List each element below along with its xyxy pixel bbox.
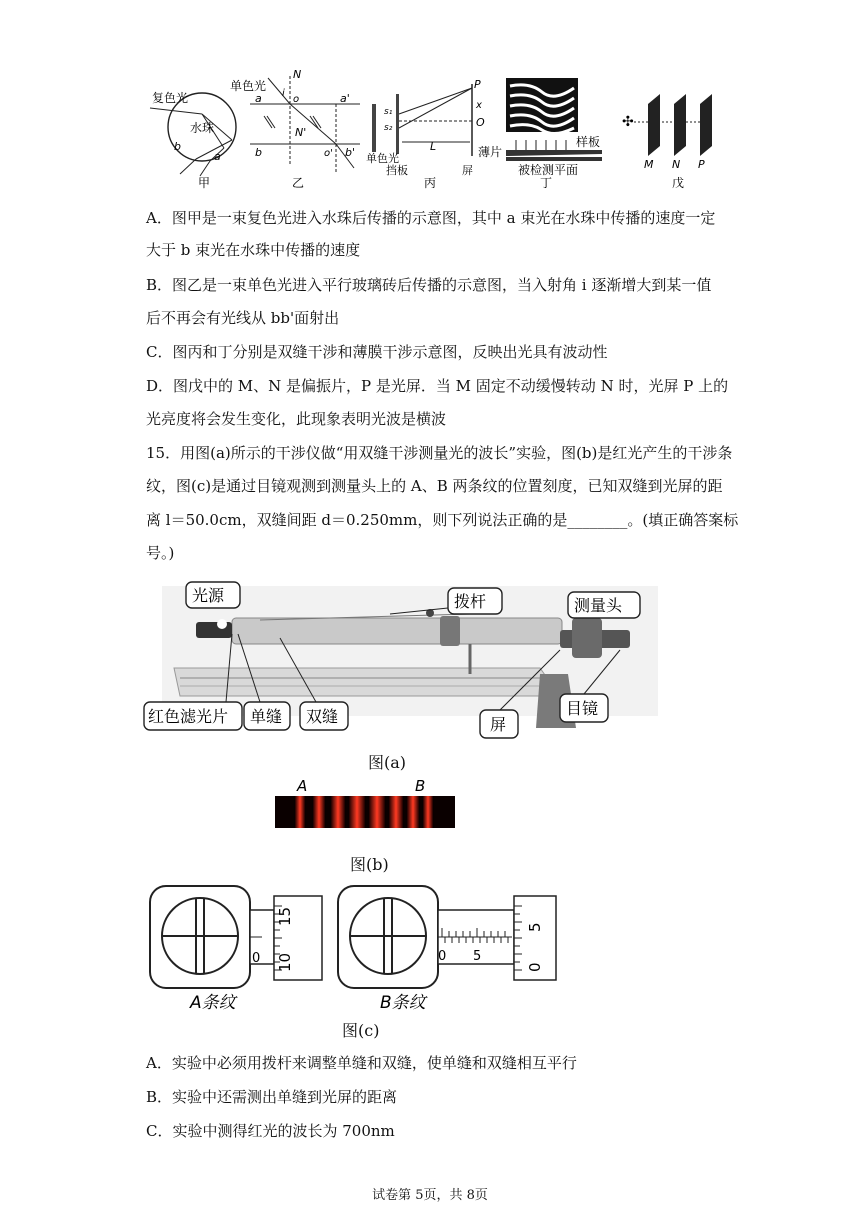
fig-c-left-tick-15: 15 bbox=[276, 906, 294, 926]
fig-c-left bbox=[150, 886, 322, 988]
q15-stem-line3: 离 l＝50.0cm，双缝间距 d＝0.250mm，则下列说法正确的是________。(填正确答案标 bbox=[146, 511, 739, 529]
figure-c-readings bbox=[144, 882, 574, 1018]
ding-text-1: 样板 bbox=[576, 135, 601, 149]
jia-text-0: 复色光 bbox=[152, 91, 189, 105]
fig-c-right-tick-5: 5 bbox=[526, 922, 544, 932]
bing-text-1: s₁ bbox=[384, 107, 393, 117]
bing-text-0: P bbox=[474, 78, 481, 91]
fig-c-right-tick-0: 0 bbox=[526, 962, 544, 972]
fig-c-left-zero: 0 bbox=[252, 951, 261, 966]
jia-label: 甲 bbox=[198, 176, 211, 190]
q15-stem-line4: 号。) bbox=[146, 544, 175, 562]
q15-option-c: C．实验中测得红光的波长为 700nm bbox=[146, 1122, 395, 1140]
q15-stem-line2: 纹，图(c)是通过目镜观测到测量头上的 A、B 两条纹的位置刻度，已知双缝到光屏的距 bbox=[146, 477, 723, 495]
ding-text-0: 薄片 bbox=[478, 145, 503, 159]
page-footer: 试卷第 5页，共 8页 bbox=[372, 1188, 488, 1203]
fig-c-left-label: A条纹 bbox=[190, 993, 236, 1013]
bing-label: 丙 bbox=[424, 176, 437, 190]
panel-yi bbox=[230, 68, 360, 190]
fig-a-caption: 图(a) bbox=[368, 753, 407, 772]
fig-c-caption: 图(c) bbox=[342, 1021, 380, 1040]
fig-a-eyepiece: 目镜 bbox=[566, 699, 599, 718]
fig-a-source: 光源 bbox=[192, 586, 225, 605]
fig-c-right-main-0: 0 bbox=[438, 949, 447, 964]
figure-b-fringes bbox=[275, 776, 455, 836]
fig-a-screen: 屏 bbox=[490, 715, 507, 734]
q14-option-d-line2: 光亮度将会发生变化，此现象表明光波是横波 bbox=[146, 410, 447, 428]
yi-text-3: a' bbox=[340, 92, 350, 105]
figure-a-apparatus bbox=[140, 578, 680, 748]
panel-bing bbox=[366, 78, 485, 190]
jia-text-1: 水珠 bbox=[190, 121, 215, 135]
fig-b-caption: 图(b) bbox=[350, 855, 389, 874]
bing-text-5: 单色光 bbox=[366, 152, 399, 165]
optics-diagrams-figure bbox=[140, 64, 720, 192]
fig-a-double: 双缝 bbox=[306, 707, 339, 726]
fig-b-label-a: A bbox=[297, 777, 308, 795]
fig-b-label-b: B bbox=[415, 777, 426, 795]
yi-text-1: N bbox=[293, 68, 302, 81]
wu-text-1: N bbox=[672, 158, 681, 171]
q15-option-a: A．实验中必须用拨杆来调整单缝和双缝，使单缝和双缝相互平行 bbox=[146, 1054, 577, 1072]
wu-text-2: P bbox=[698, 158, 705, 171]
bing-text-7: 挡板 bbox=[386, 164, 408, 177]
wu-label: 戊 bbox=[672, 176, 685, 190]
q14-option-a-line1: A．图甲是一束复色光进入水珠后传播的示意图，其中 a 束光在水珠中传播的速度一定 bbox=[146, 209, 716, 227]
fig-c-left-tick-10: 10 bbox=[276, 952, 294, 972]
panel-jia bbox=[150, 90, 236, 190]
q14-option-b-line1: B．图乙是一束单色光进入平行玻璃砖后传播的示意图，当入射角 i 逐渐增大到某一值 bbox=[146, 276, 712, 294]
fig-c-right-main-5: 5 bbox=[473, 949, 482, 964]
yi-label: 乙 bbox=[292, 176, 305, 190]
yi-text-6: N' bbox=[295, 126, 307, 139]
fig-a-head: 测量头 bbox=[574, 596, 623, 615]
bing-text-3: x bbox=[476, 100, 482, 111]
bing-text-4: O bbox=[476, 116, 485, 129]
fig-c-right bbox=[338, 886, 556, 988]
ding-text-2: 被检测平面 bbox=[518, 163, 579, 177]
ding-label: 丁 bbox=[540, 176, 553, 190]
yi-text-5: o bbox=[293, 94, 300, 105]
svg-text:✣: ✣ bbox=[622, 114, 634, 130]
panel-wu bbox=[622, 94, 712, 190]
jia-text-2: a bbox=[214, 150, 221, 163]
yi-text-9: o' bbox=[324, 148, 333, 159]
yi-text-2: a bbox=[255, 92, 262, 105]
yi-text-7: b bbox=[255, 146, 262, 159]
q15-option-b: B．实验中还需测出单缝到光屏的距离 bbox=[146, 1088, 398, 1106]
fig-a-filter: 红色滤光片 bbox=[148, 707, 229, 726]
yi-text-8: b' bbox=[345, 146, 356, 159]
q15-stem-line1: 15．用图(a)所示的干涉仪做“用双缝干涉测量光的波长”实验，图(b)是红光产生的干涉条 bbox=[146, 444, 733, 462]
yi-text-0: 单色光 bbox=[230, 79, 267, 93]
q14-option-d-line1: D．图戊中的 M、N 是偏振片，P 是光屏．当 M 固定不动缓慢转动 N 时，光屏 P 上的 bbox=[146, 377, 729, 395]
fig-c-right-label: B条纹 bbox=[380, 993, 426, 1013]
panel-ding bbox=[478, 78, 602, 190]
bing-text-2: s₂ bbox=[384, 123, 393, 133]
fig-a-lever: 拨杆 bbox=[454, 592, 487, 611]
bing-text-8: 屏 bbox=[462, 164, 473, 177]
fig-a-single: 单缝 bbox=[250, 707, 283, 726]
jia-text-3: b bbox=[174, 140, 181, 153]
bing-text-6: L bbox=[430, 140, 437, 153]
yi-text-4: i bbox=[282, 88, 285, 99]
q14-option-c: C．图丙和丁分别是双缝干涉和薄膜干涉示意图，反映出光具有波动性 bbox=[146, 343, 608, 361]
wu-text-0: M bbox=[644, 158, 654, 171]
q14-option-b-line2: 后不再会有光线从 bb'面射出 bbox=[146, 309, 340, 327]
q14-option-a-line2: 大于 b 束光在水珠中传播的速度 bbox=[146, 241, 361, 259]
